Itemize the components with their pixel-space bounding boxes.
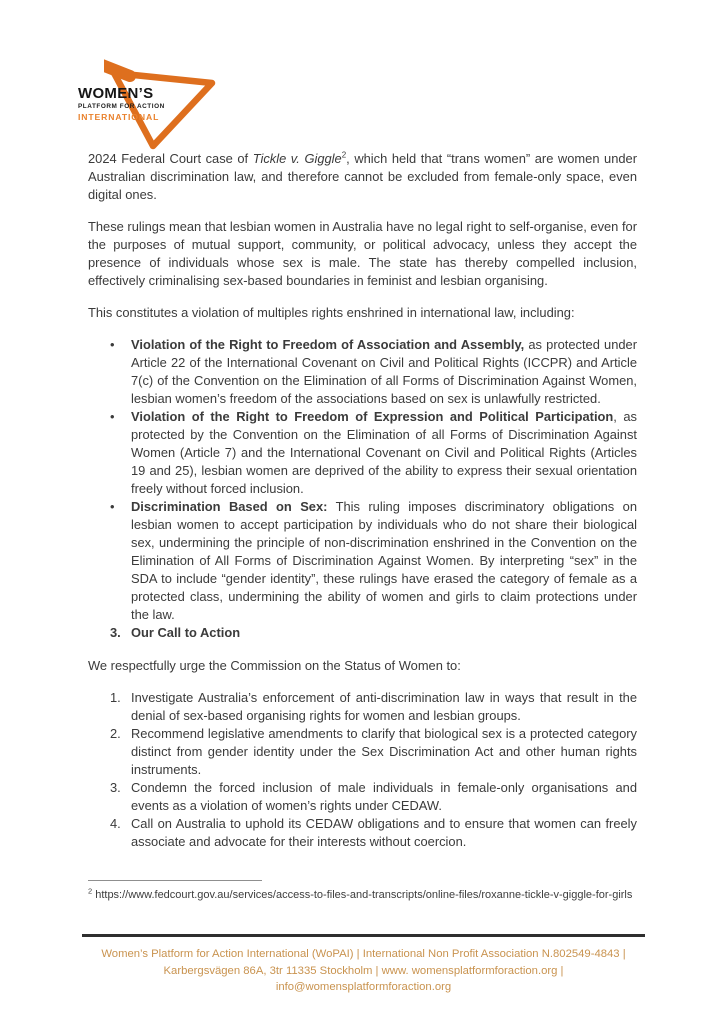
- logo-title: WOMEN’S: [78, 85, 154, 102]
- violation-expression-title: Violation of the Right to Freedom of Expression and Political Participation: [131, 409, 614, 424]
- list-item: [110, 498, 637, 624]
- footer-line-2: Karbergsvägen 86A, 3tr 11335 Stockholm | www. womensplatformforaction.org | info@womensplatformforaction.org: [163, 964, 564, 993]
- logo: [78, 40, 248, 150]
- section-title: Our Call to Action: [131, 625, 241, 640]
- recommendation-condemn: Condemn the forced inclusion of male individuals in female-only organisations and events as a violation of women’s rights under CEDAW.: [131, 780, 637, 813]
- item-number: 3.: [110, 780, 121, 795]
- paragraph-court-case: [88, 150, 637, 204]
- footer-contact-info: [82, 946, 645, 996]
- logo-subtitle: PLATFORM FOR ACTION: [78, 103, 165, 110]
- list-item: [110, 725, 637, 779]
- paragraph-violations-intro: This constitutes a violation of multiples rights enshrined in international law, including:: [88, 305, 575, 320]
- paragraph-court-case-pre: 2024 Federal Court case of: [88, 151, 253, 166]
- footnote-text: [88, 888, 637, 904]
- list-item: [110, 689, 637, 725]
- violation-association-text: as protected under Article 22 of the International Covenant on Civil and Political Rights (ICCPR) and Article 7(c) of the Convention on the Elimination of all Forms of Discrimination Against Women, lesbian women’s freedom of the associations based on sex is unlawfully restricted.: [131, 337, 638, 406]
- footnote: [88, 880, 637, 904]
- paragraph-rulings: These rulings mean that lesbian women in Australia have no legal right to self-organise, even for the purposes of mutual support, community, or political advocacy, unless they accept the presence of individuals whose sex is male. The state has thereby compelled inclusion, effectively criminalising sex-based boundaries in feminist and lesbian organising.: [88, 219, 637, 288]
- violation-discrimination-title: Discrimination Based on Sex:: [131, 499, 328, 514]
- violation-discrimination: [131, 498, 637, 624]
- violation-expression-text: , as protected by the Convention on the Elimination of all Forms of Discrimination Against Women (Article 7) and the International Covenant on Civil and Political Rights (Articles 19 and 25), lesbian women are deprived of the ability to express their sexual orientation freely without forced inclusion.: [131, 409, 637, 496]
- item-number: 1.: [110, 690, 121, 705]
- list-item: [110, 815, 637, 851]
- section-heading-call-to-action: [110, 624, 637, 642]
- bullet-icon: •: [110, 409, 115, 424]
- list-item: [110, 408, 637, 498]
- footnote-number: 2: [88, 886, 93, 896]
- list-item: [110, 779, 637, 815]
- section-number: 3.: [110, 625, 121, 640]
- case-name: Tickle v. Giggle: [252, 151, 342, 166]
- recommendation-uphold: Call on Australia to uphold its CEDAW obligations and to ensure that women can freely associate and advocate for their interests without coercion.: [131, 816, 637, 849]
- recommendation-investigate: Investigate Australia’s enforcement of anti-discrimination law in ways that result in the denial of sex-based organising rights for women and lesbian groups.: [131, 690, 637, 723]
- violation-association: [131, 336, 637, 408]
- violations-list: [110, 336, 637, 642]
- footnote-reference-marker: 2: [341, 150, 347, 160]
- violation-association-title: Violation of the Right to Freedom of Association and Assembly,: [131, 337, 525, 352]
- footnote-url: https://www.fedcourt.gov.au/services/access-to-files-and-transcripts/online-files/roxanne-tickle-v-giggle-for-girls: [92, 889, 633, 901]
- recommendation-legislative: Recommend legislative amendments to clarify that biological sex is a protected category distinct from gender identity under the Sex Discrimination Act and other human rights instruments.: [131, 726, 637, 777]
- violation-discrimination-text: This ruling imposes discriminatory obligations on lesbian women to accept participation by individuals who do not share their biological sex, undermining the principle of non-discrimination enshrined in the Convention on the Elimination of All Forms of Discrimination Against Women. By interpreting “sex” in the SDA to include “gender identity”, these rulings have erased the category of female as a protected class, undermining the ability of women and girls to claim protections under the law.: [131, 499, 638, 622]
- violation-expression: [131, 408, 637, 498]
- footer-line-1: Women’s Platform for Action International (WoPAI) | International Non Profit Association N.802549-4843 |: [101, 948, 626, 960]
- logo-subtitle-international: INTERNATIONAL: [78, 112, 160, 122]
- paragraph-court-case-post: , which held that “trans women” are women under Australian discrimination law, and therefore cannot be excluded from female-only space, even digital ones.: [88, 151, 638, 202]
- paragraph-cta-intro: We respectfully urge the Commission on the Status of Women to:: [88, 658, 461, 673]
- page-footer: [82, 934, 645, 996]
- bullet-icon: •: [110, 499, 115, 514]
- logo-wordmark: [78, 86, 165, 122]
- footnote-separator: [88, 880, 262, 881]
- item-number: 4.: [110, 816, 121, 831]
- recommendations-list: [110, 689, 637, 851]
- footer-divider: [82, 934, 645, 937]
- list-item: [110, 336, 637, 408]
- item-number: 2.: [110, 726, 121, 741]
- document-body: [88, 150, 637, 851]
- bullet-icon: •: [110, 337, 115, 352]
